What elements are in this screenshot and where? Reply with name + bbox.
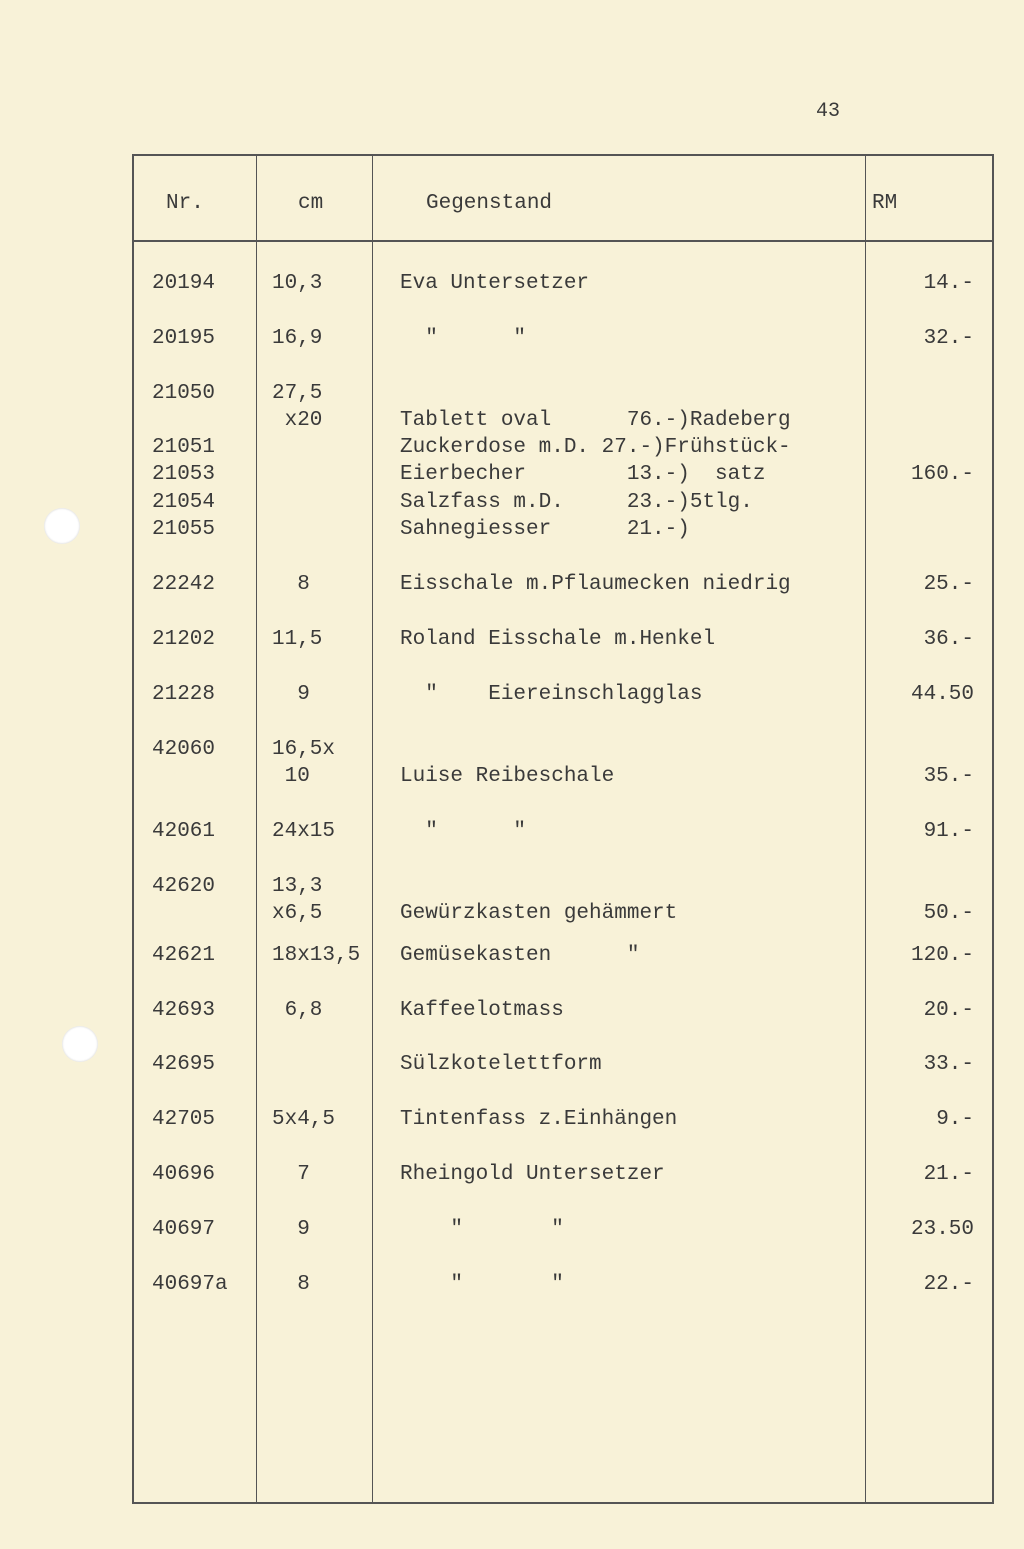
cell-item: Eierbecher 13.-) satz	[400, 463, 766, 486]
cell-nr: 40697	[152, 1218, 216, 1241]
cell-item: Eva Untersetzer	[400, 272, 590, 295]
header-cm: cm	[298, 192, 324, 215]
column-divider	[865, 156, 866, 1502]
cell-rm: 33.-	[923, 1053, 974, 1076]
cell-nr: 20194	[152, 272, 216, 295]
cell-item: Gewürzkasten gehämmert	[400, 902, 678, 925]
cell-rm: 120.-	[910, 944, 974, 967]
cell-rm: 160.-	[910, 463, 974, 486]
cell-rm: 20.-	[923, 999, 974, 1022]
cell-nr: 42060	[152, 738, 216, 761]
cell-rm: 44.50	[910, 683, 974, 706]
cell-nr: 21228	[152, 683, 216, 706]
cell-cm: 7	[272, 1163, 310, 1186]
header-gegenstand: Gegenstand	[426, 192, 553, 215]
cell-nr: 42693	[152, 999, 216, 1022]
cell-cm: 27,5	[272, 382, 323, 405]
cell-item: " "	[400, 1218, 564, 1241]
cell-rm: 9.-	[936, 1108, 974, 1131]
cell-rm: 50.-	[923, 902, 974, 925]
cell-nr: 42705	[152, 1108, 216, 1131]
cell-cm: 8	[272, 573, 310, 596]
cell-cm: 6,8	[272, 999, 323, 1022]
cell-nr: 21053	[152, 463, 216, 486]
cell-cm: 10	[272, 765, 310, 788]
inventory-table	[132, 154, 994, 1504]
cell-item: Luise Reibeschale	[400, 765, 615, 788]
cell-item: Tablett oval 76.-)Radeberg	[400, 409, 791, 432]
cell-rm: 91.-	[923, 820, 974, 843]
header-nr: Nr.	[166, 192, 204, 215]
cell-cm: 18x13,5	[272, 944, 361, 967]
cell-item: Salzfass m.D. 23.-)5tlg.	[400, 491, 753, 514]
cell-cm: 10,3	[272, 272, 323, 295]
cell-item: Sülzkotelettform	[400, 1053, 602, 1076]
cell-item: Gemüsekasten "	[400, 944, 640, 967]
cell-cm: 13,3	[272, 875, 323, 898]
cell-cm: 24x15	[272, 820, 336, 843]
cell-item: Kaffeelotmass	[400, 999, 564, 1022]
punch-hole-top	[44, 508, 80, 544]
cell-nr: 42620	[152, 875, 216, 898]
cell-rm: 35.-	[923, 765, 974, 788]
cell-nr: 42695	[152, 1053, 216, 1076]
cell-item: " "	[400, 820, 527, 843]
cell-item: " "	[400, 327, 527, 350]
cell-nr: 21202	[152, 628, 216, 651]
cell-item: " "	[400, 1273, 564, 1296]
cell-cm: 11,5	[272, 628, 323, 651]
cell-cm: 5x4,5	[272, 1108, 336, 1131]
page-number: 43	[816, 100, 841, 123]
header-rm: RM	[872, 192, 898, 215]
cell-cm: 9	[272, 683, 310, 706]
cell-cm: 9	[272, 1218, 310, 1241]
cell-cm: 16,5x	[272, 738, 336, 761]
cell-nr: 21054	[152, 491, 216, 514]
cell-rm: 23.50	[910, 1218, 974, 1241]
cell-item: Sahnegiesser 21.-)	[400, 518, 690, 541]
cell-item: Rheingold Untersetzer	[400, 1163, 665, 1186]
cell-rm: 25.-	[923, 573, 974, 596]
cell-cm: 16,9	[272, 327, 323, 350]
cell-item: " Eiereinschlagglas	[400, 683, 703, 706]
cell-nr: 22242	[152, 573, 216, 596]
cell-cm: 8	[272, 1273, 310, 1296]
cell-rm: 21.-	[923, 1163, 974, 1186]
column-divider	[256, 156, 257, 1502]
cell-nr: 21055	[152, 518, 216, 541]
header-divider	[134, 240, 992, 242]
cell-nr: 21050	[152, 382, 216, 405]
cell-item: Zuckerdose m.D. 27.-)Frühstück-	[400, 436, 791, 459]
cell-rm: 22.-	[923, 1273, 974, 1296]
cell-cm: x6,5	[272, 902, 323, 925]
cell-rm: 14.-	[923, 272, 974, 295]
cell-nr: 40696	[152, 1163, 216, 1186]
cell-cm: x20	[272, 409, 323, 432]
cell-nr: 40697a	[152, 1273, 228, 1296]
punch-hole-bottom	[62, 1026, 98, 1062]
cell-nr: 21051	[152, 436, 216, 459]
cell-nr: 20195	[152, 327, 216, 350]
cell-item: Roland Eisschale m.Henkel	[400, 628, 716, 651]
cell-rm: 32.-	[923, 327, 974, 350]
cell-item: Tintenfass z.Einhängen	[400, 1108, 678, 1131]
cell-rm: 36.-	[923, 628, 974, 651]
cell-nr: 42061	[152, 820, 216, 843]
cell-item: Eisschale m.Pflaumecken niedrig	[400, 573, 791, 596]
column-divider	[372, 156, 373, 1502]
cell-nr: 42621	[152, 944, 216, 967]
